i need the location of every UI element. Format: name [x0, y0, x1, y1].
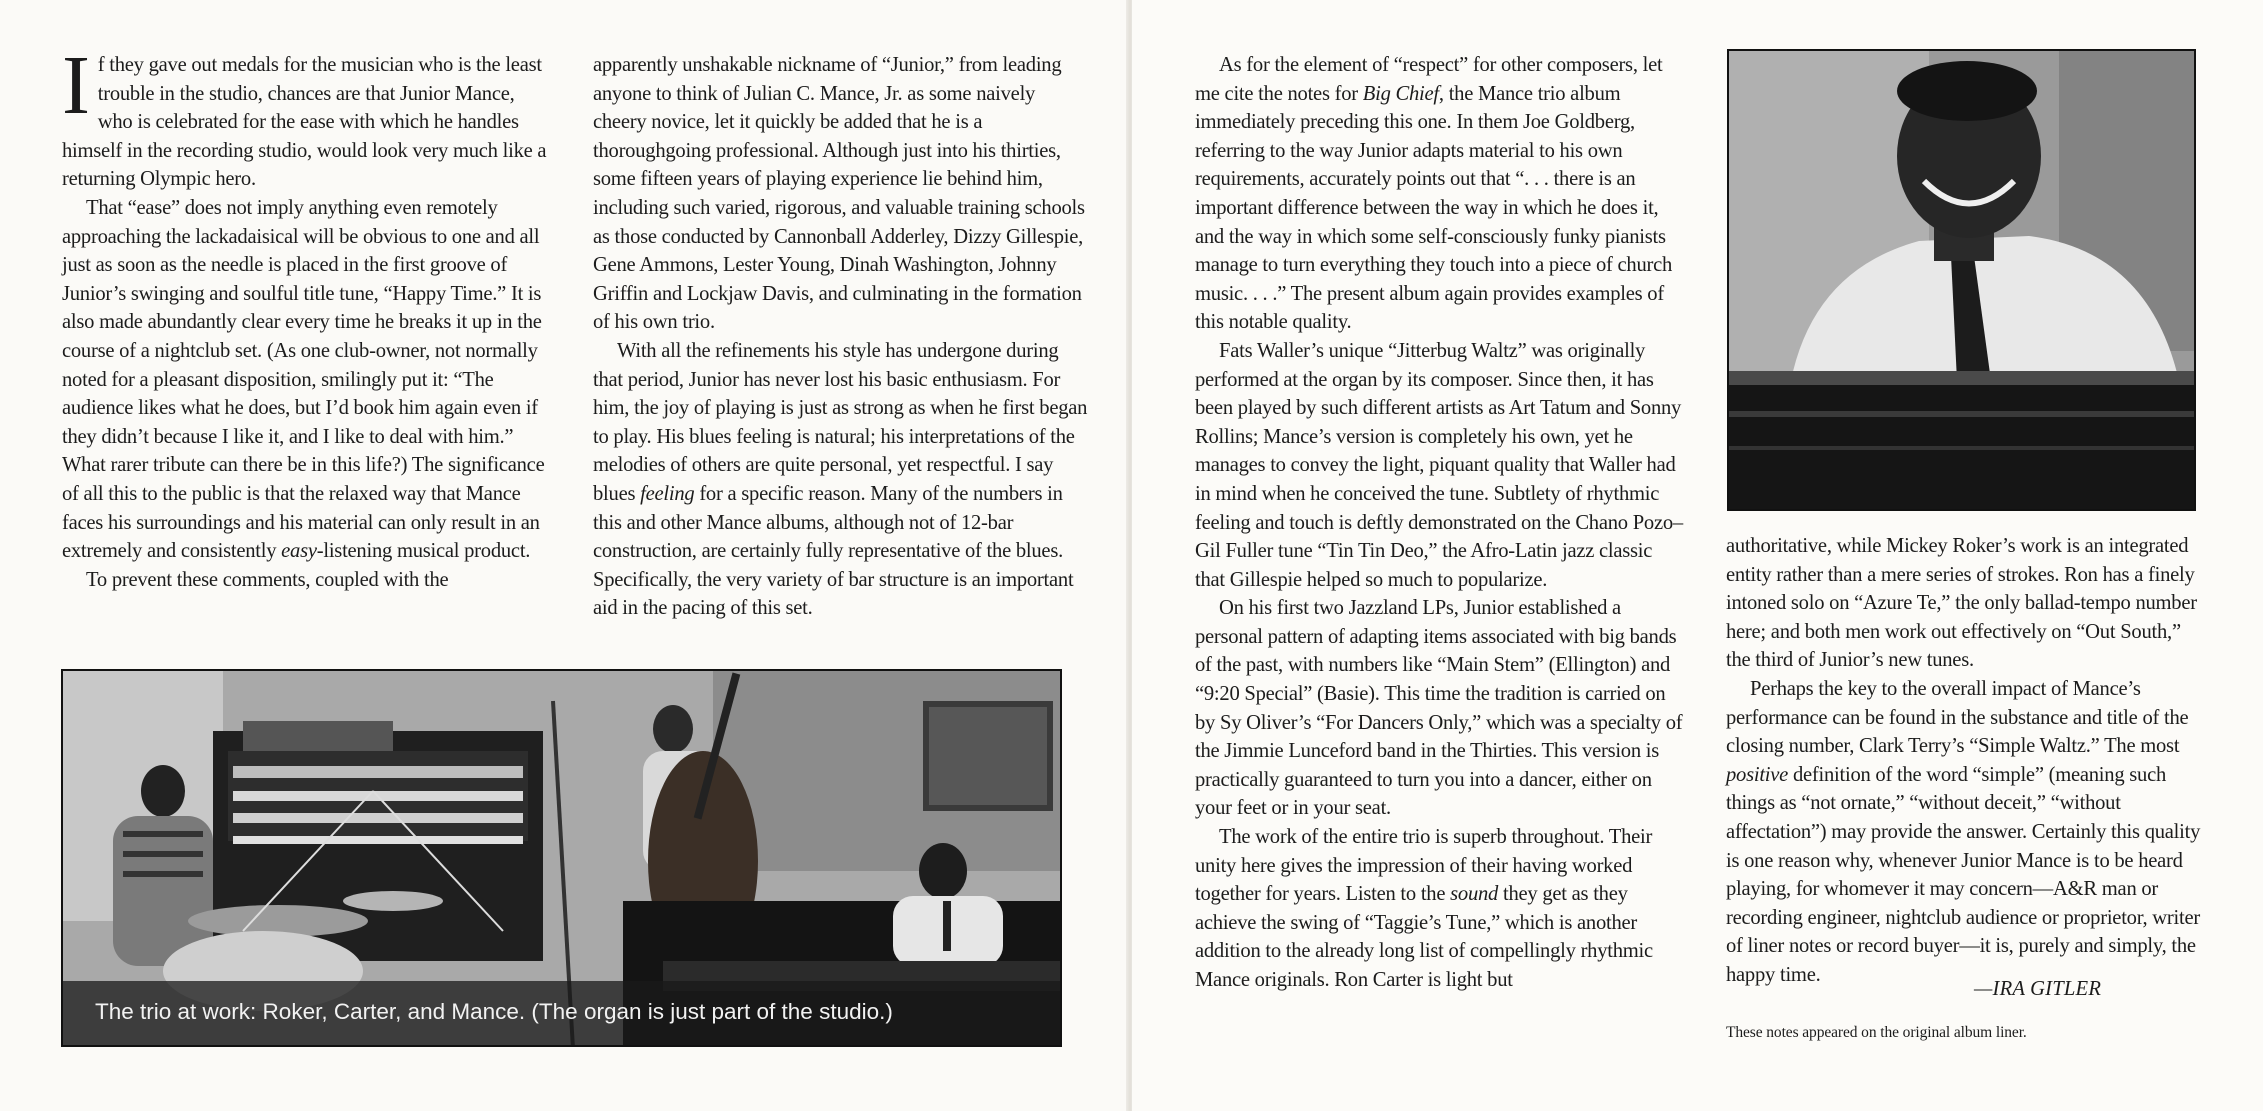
paragraph-text: -listening musical product.: [316, 540, 531, 563]
emphasis: sound: [1450, 883, 1499, 906]
paragraph-text: definition of the word “simple” (meaning such things as “not ornate,” “without deceit,” “without affectation”) may provide the answer. Certainly this quality is one reason why, whenever Junior Mance is to be heard playing, for whomever it may concern—A&R man or recording engineer, nightclub audience or proprietor, writer of liner notes or record buyer—it is, purely and simply, the happy time.: [1726, 763, 2201, 986]
column-1: [62, 39, 552, 594]
emphasis: Big Chief: [1362, 82, 1439, 105]
opening-paragraph: [62, 39, 552, 194]
paragraph-text: With all the refinements his style has undergone during that period, Junior has never lost his basic enthusiasm. For him, the joy of playing is just as strong as when he first began to play. His blues feeling is natural; his interpretations of the melodies of others are quite personal, yet respectful. I say blues: [593, 339, 1088, 505]
paragraph-text: That “ease” does not imply anything even remotely approaching the lackadaisical will be obvious to one and all just as soon as the needle is placed in the first groove of Junior’s swinging and soulful title tune, “Happy Time.” It is also made abundantly clear every time he breaks it up in the course of a nightclub set. (As one club-owner, not normally noted for a pleasant disposition, smilingly put it: “The audience likes what he does, but I’d book him again even if they didn’t because I like it, and I like to deal with him.” What rarer tribute can there be in this life?) The significance of all this to the public is that the relaxed way that Mance faces his surroundings and his material can only result in an extremely and consistently: [62, 196, 545, 563]
paragraph-text: As for the element of “respect” for other composers, let me cite the notes for: [1195, 54, 1663, 105]
paragraph-text: they get as they achieve the swing of “Taggie’s Tune,” which is another addition to the already long list of compellingly rhythmic Mance originals. Ron Carter is light but: [1195, 883, 1653, 991]
paragraph-text: , the Mance trio album immediately preceding this one. In them Joe Goldberg, referring to the way Junior adapts material to his own requirements, accurately points out that “. . . there is an important difference between the way in which he does it, and the way in which some self-consciously funky pianists manage to turn everything they touch into a piece of church music. . . .” The present album again provides examples of this notable quality.: [1195, 82, 1673, 334]
column-2: [593, 51, 1090, 623]
column-3: [1195, 51, 1683, 995]
paragraph: [593, 337, 1090, 623]
paragraph: To prevent these comments, coupled with the: [86, 568, 449, 591]
author-signature: —IRA GITLER: [1974, 978, 2102, 1000]
trio-photo: [61, 669, 1062, 1047]
paragraph-text: Perhaps the key to the overall impact of Mance’s performance can be found in the substance and title of the closing number, Clark Terry’s “Simple Waltz.” The most: [1726, 677, 2189, 758]
photo-caption: The trio at work: Roker, Carter, and Mance. (The organ is just part of the studio.): [95, 999, 893, 1024]
emphasis: easy: [281, 540, 317, 563]
paragraph: [1195, 51, 1683, 337]
paragraph: Fats Waller’s unique “Jitterbug Waltz” was originally performed at the organ by its composer. Since then, it has been played by such different artists as Art Tatum and Sonny Rollins; Mance’s version is completely his own, yet he manages to convey the light, piquant quality that Waller had in mind when he conceived the tune. Subtlety of rhythmic feeling and touch is deftly demonstrated on the Chano Pozo–Gil Fuller tune “Tin Tin Deo,” the Afro-Latin jazz classic that Gillespie helped so much to popularize.: [1195, 339, 1683, 591]
emphasis: positive: [1726, 763, 1789, 786]
left-page: [0, 0, 1128, 1111]
emphasis: feeling: [640, 482, 695, 505]
paragraph-text: f they gave out medals for the musician who is the least trouble in the studio, chances are that Junior Mance, who is celebrated for the ease with which he handles himself in the recording studio, would look very much like a returning Olympic hero.: [62, 54, 547, 191]
paragraph-text: for a specific reason. Many of the numbers in this and other Mance albums, although not of 12-bar construction, are certainly fully representative of the blues. Specifically, the very variety of bar structure is an important aid in the pacing of this set.: [593, 482, 1074, 620]
trio-photo-image: [63, 671, 1062, 1047]
portrait-image: [1729, 51, 2196, 511]
paragraph: On his first two Jazzland LPs, Junior established a personal pattern of adapting items associated with big bands of the past, with numbers like “Main Stem” (Ellington) and “9:20 Special” (Basie). This time the tradition is carried on by Sy Oliver’s “For Dancers Only,” which was a specialty of the Jimmie Lunceford band in the Thirties. This version is practically guaranteed to turn you into a dancer, either on your feet or in your seat.: [1195, 597, 1683, 820]
footnote: These notes appeared on the original album liner.: [1726, 1024, 2027, 1041]
column-4: [1726, 532, 2204, 990]
paragraph-text: The work of the entire trio is superb throughout. Their unity here gives the impression of their having worked together for years. Listen to the: [1195, 826, 1653, 906]
paragraph: [1195, 823, 1683, 995]
paragraph: [1726, 675, 2204, 990]
paragraph: [62, 194, 552, 566]
drop-cap: I: [62, 39, 90, 132]
mance-portrait-photo: [1727, 49, 2196, 511]
paragraph: authoritative, while Mickey Roker’s work is an integrated entity rather than a mere series of strokes. Ron has a finely intoned solo on “Azure Te,” the only ballad-tempo number here; and both men work out effectively on “Out South,” the third of Junior’s new tunes.: [1726, 535, 2197, 672]
paragraph: apparently unshakable nickname of “Junior,” from leading anyone to think of Julian C. Mance, Jr. as some naively cheery novice, let it quickly be added that he is a thoroughgoing professional. Although just into his thirties, some fifteen years of playing experience lie behind him, including such varied, rigorous, and valuable training schools as those conducted by Cannonball Adderley, Dizzy Gillespie, Gene Ammons, Lester Young, Dinah Washington, Johnny Griffin and Lockjaw Davis, and culminating in the formation of his own trio.: [593, 54, 1085, 334]
